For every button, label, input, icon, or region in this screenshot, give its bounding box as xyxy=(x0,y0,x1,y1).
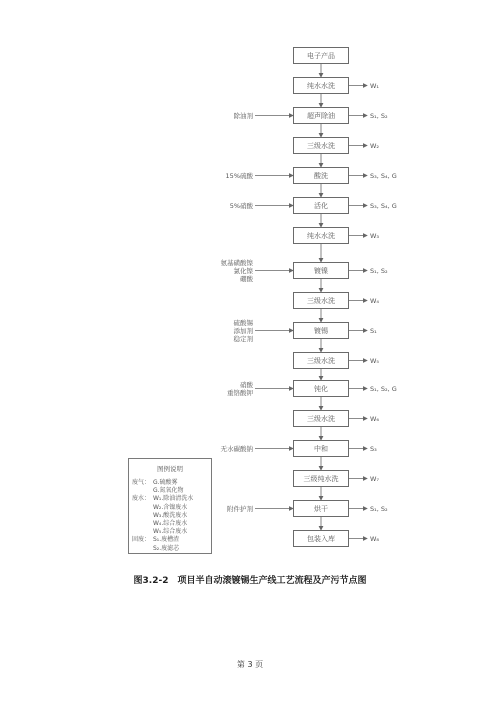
step-box: 中和 xyxy=(293,440,349,457)
step-input-label: 附件护剂 xyxy=(227,504,253,513)
step-box: 纯水水洗 xyxy=(293,77,349,94)
legend-category: 固废： xyxy=(132,536,151,544)
step-box: 超声除油 xyxy=(293,107,349,124)
step-box: 钝化 xyxy=(293,380,349,397)
step-output-label: W₃ xyxy=(370,231,380,240)
step-box: 酸洗 xyxy=(293,167,349,184)
legend-item: G.氮氧化物 xyxy=(153,487,184,495)
legend-category: 废气： xyxy=(132,479,151,486)
legend-item: W₅.综合废水 xyxy=(153,528,188,536)
step-box: 三级水洗 xyxy=(293,292,349,309)
step-box: 电子产品 xyxy=(293,47,349,64)
step-output-label: W₆ xyxy=(370,414,380,423)
step-output-label: S₃ xyxy=(370,444,377,453)
step-box: 三级水洗 xyxy=(293,410,349,427)
legend-item: W₄.综合废水 xyxy=(153,520,188,527)
page-number: 第 3 页 xyxy=(236,660,264,669)
step-box: 包装入库 xyxy=(293,530,349,547)
step-input-label: 除油剂 xyxy=(233,111,253,120)
step-input-label: 氨基磺酸镍 氯化镍 硼酸 xyxy=(220,258,253,283)
legend-item: W₂.含镍废水 xyxy=(153,503,188,511)
step-output-label: S₃, S₄, G xyxy=(370,201,397,210)
step-output-label: S₁, S₂ xyxy=(370,111,388,120)
step-output-label: W₇ xyxy=(370,474,380,483)
step-output-label: S₁, S₂ xyxy=(370,266,388,275)
step-output-label: W₈ xyxy=(370,534,380,543)
step-output-label: W₁ xyxy=(370,81,380,90)
legend-category: 废水： xyxy=(132,495,151,503)
step-output-label: W₄ xyxy=(370,296,380,305)
legend-item: S₂.废滤芯 xyxy=(153,544,180,552)
step-input-label: 15%硫酸 xyxy=(225,171,253,180)
step-input-label: 硫酸锡 添加剂 稳定剂 xyxy=(233,318,253,343)
legend-item: G.硫酸雾 xyxy=(153,479,178,486)
step-output-label: S₃, S₄, G xyxy=(370,171,397,180)
step-box: 镀锡 xyxy=(293,322,349,339)
step-output-label: S₁, S₂ xyxy=(370,504,388,513)
step-box: 三级水洗 xyxy=(293,137,349,154)
step-box: 纯水水洗 xyxy=(293,227,349,244)
figure-caption: 图3.2-2 项目半自动滚镀锡生产线工艺流程及产污节点图 xyxy=(133,576,367,586)
legend-title: 图例说明 xyxy=(157,465,183,473)
step-output-label: W₂ xyxy=(370,141,380,150)
legend-item: W₃.酸洗废水 xyxy=(153,511,188,519)
legend-item: S₁.废槽渣 xyxy=(153,536,180,544)
step-box: 烘干 xyxy=(293,500,349,517)
step-input-label: 5%硝酸 xyxy=(229,201,253,210)
legend-box xyxy=(128,458,212,554)
step-output-label: S₁ xyxy=(370,326,377,335)
step-input-label: 无水碳酸钠 xyxy=(220,444,253,453)
step-input-label: 硝酸 重铬酸钾 xyxy=(227,380,253,397)
step-output-label: W₅ xyxy=(370,356,380,365)
step-box: 三级水洗 xyxy=(293,352,349,369)
step-box: 三级纯水洗 xyxy=(293,470,349,487)
step-box: 镀镍 xyxy=(293,262,349,279)
step-box: 活化 xyxy=(293,197,349,214)
legend-item: W₁.除油清洗水 xyxy=(153,495,194,503)
step-output-label: S₁, S₂, G xyxy=(370,384,397,393)
